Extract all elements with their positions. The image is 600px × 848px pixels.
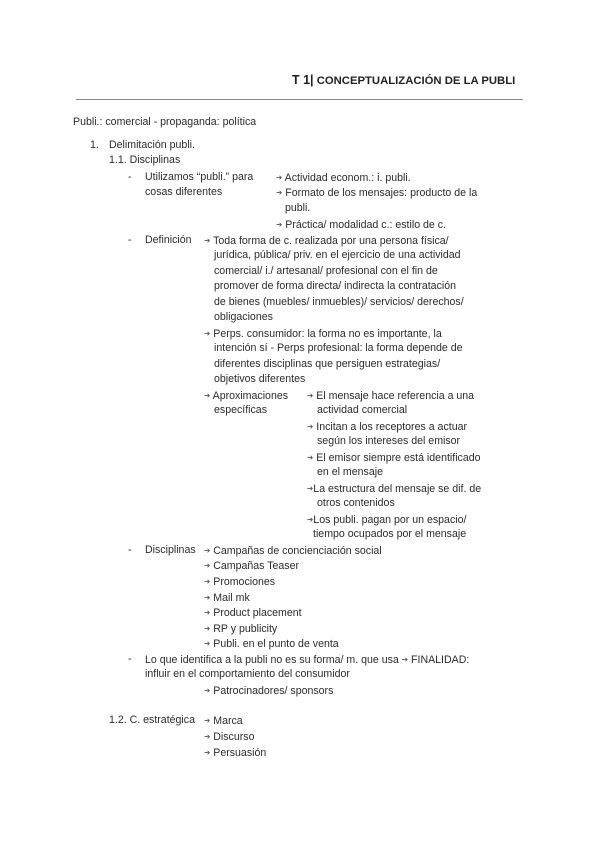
arrow-icon: ➔ [204, 329, 211, 338]
list-item: ➔ Aproximaciones [204, 390, 289, 402]
list-item-continuation: tiempo ocupados por el mensaje [313, 528, 467, 540]
bullet-text-continuation: influir en el comportamiento del consumidor [145, 668, 350, 680]
arrow-icon: ➔ [204, 391, 211, 400]
list-item: ➔ Campañas de concienciación social [204, 545, 382, 557]
arrow-icon: ➔ [204, 639, 211, 648]
list-item: ➔ Mail mk [204, 592, 250, 604]
list-item: ➔ Campañas Teaser [204, 560, 300, 572]
arrow-icon: ➔ [204, 577, 211, 586]
list-item: ➔ Patrocinadores/ sponsors [204, 685, 334, 697]
arrow-icon: ➔ [204, 716, 211, 725]
list-item: ➔ Marca [204, 715, 243, 727]
arrow-icon: ➔ [307, 422, 314, 431]
bullet-lead: Disciplinas [145, 544, 196, 556]
arrow-icon: ➔ [276, 173, 283, 182]
bullet-text: Lo que identifica a la publi no es su forma/ m. que usa ➔ FINALIDAD: [145, 654, 470, 666]
list-item-continuation: de bienes (muebles/ inmuebles)/ servicios/ derechos/ [214, 296, 464, 308]
arrow-icon: ➔ [204, 561, 211, 570]
arrow-icon: ➔ [204, 624, 211, 633]
bullet-dash: - [128, 653, 132, 665]
list-item: ➔ RP y publicity [204, 623, 278, 635]
list-item-continuation: obligaciones [214, 311, 273, 323]
intro-line: Publi.: comercial - propaganda: política [73, 116, 257, 128]
section-title: Delimitación publi. [109, 139, 195, 151]
arrow-icon: ➔ [276, 220, 283, 229]
arrow-icon: ➔ [204, 546, 211, 555]
list-item-continuation: objetivos diferentes [214, 373, 306, 385]
list-item: ➔ Publi. en el punto de venta [204, 638, 339, 650]
arrow-icon: ➔ [401, 655, 409, 664]
arrow-icon: ➔ [204, 686, 211, 695]
arrow-icon: ➔ [307, 453, 314, 462]
arrow-icon: ➔ [307, 515, 314, 524]
list-item-continuation: en el mensaje [317, 466, 383, 478]
list-item: ➔ El mensaje hace referencia a una [307, 390, 475, 402]
arrow-icon: ➔ [307, 484, 314, 493]
header-rule [76, 99, 523, 100]
list-item-continuation: otros contenidos [317, 497, 395, 509]
list-item: ➔La estructura del mensaje se dif. de [307, 483, 482, 495]
arrow-icon: ➔ [204, 732, 211, 741]
list-item-continuation: promover de forma directa/ indirecta la contratación [214, 280, 457, 292]
list-item-continuation: diferentes disciplinas que persiguen estrategias/ [214, 358, 441, 370]
list-item-continuation: comercial/ i./ artesanal/ profesional con el fin de [214, 265, 438, 277]
list-item: ➔ El emisor siempre está identificado [307, 452, 481, 464]
arrow-icon: ➔ [204, 748, 211, 757]
arrow-icon: ➔ [204, 608, 211, 617]
bullet-dash: - [128, 544, 132, 556]
section-number: 1. [90, 139, 99, 151]
list-item: ➔ Persuasión [204, 747, 267, 759]
list-item-continuation: actividad comercial [317, 404, 408, 416]
arrow-icon: ➔ [204, 236, 211, 245]
list-item-continuation: según los intereses del emisor [317, 435, 461, 447]
list-item: ➔ Product placement [204, 607, 302, 619]
list-item: ➔ Formato de los mensajes: producto de la [276, 187, 478, 199]
list-item: ➔ Incitan a los receptores a actuar [307, 421, 467, 433]
arrow-icon: ➔ [276, 188, 283, 197]
bullet-lead: Utilizamos “publi.” para [145, 171, 254, 183]
arrow-icon: ➔ [307, 391, 314, 400]
subsection-title: 1.1. Disciplinas [109, 154, 181, 166]
bullet-dash: - [128, 234, 132, 246]
list-item-continuation: publi. [285, 202, 311, 214]
subsection-title: 1.2. C. estratégica [109, 714, 195, 726]
list-item: ➔ Actividad econom.: i. publi. [276, 172, 411, 184]
arrow-icon: ➔ [204, 593, 211, 602]
list-item: ➔ Discurso [204, 731, 255, 743]
bullet-lead: cosas diferentes [145, 186, 223, 198]
page-header [292, 73, 515, 87]
list-item-continuation: específicas [214, 404, 267, 416]
bullet-dash: - [128, 171, 132, 183]
list-item: ➔ Promociones [204, 576, 276, 588]
list-item: ➔Los publi. pagan por un espacio/ [307, 514, 467, 526]
list-item-continuation: jurídica, pública/ priv. en el ejercicio de una actividad [214, 249, 461, 261]
header-title: CONCEPTUALIZACIÓN DE LA PUBLI [316, 75, 516, 87]
header-number: T 1| [292, 73, 314, 87]
list-item: ➔ Práctica/ modalidad c.: estilo de c. [276, 219, 446, 231]
list-item: ➔ Toda forma de c. realizada por una persona física/ [204, 235, 449, 247]
list-item-continuation: intención sí - Perps profesional: la forma depende de [214, 342, 463, 354]
bullet-lead: Definición [145, 234, 192, 246]
list-item: ➔ Perps. consumidor: la forma no es importante, la [204, 328, 442, 340]
